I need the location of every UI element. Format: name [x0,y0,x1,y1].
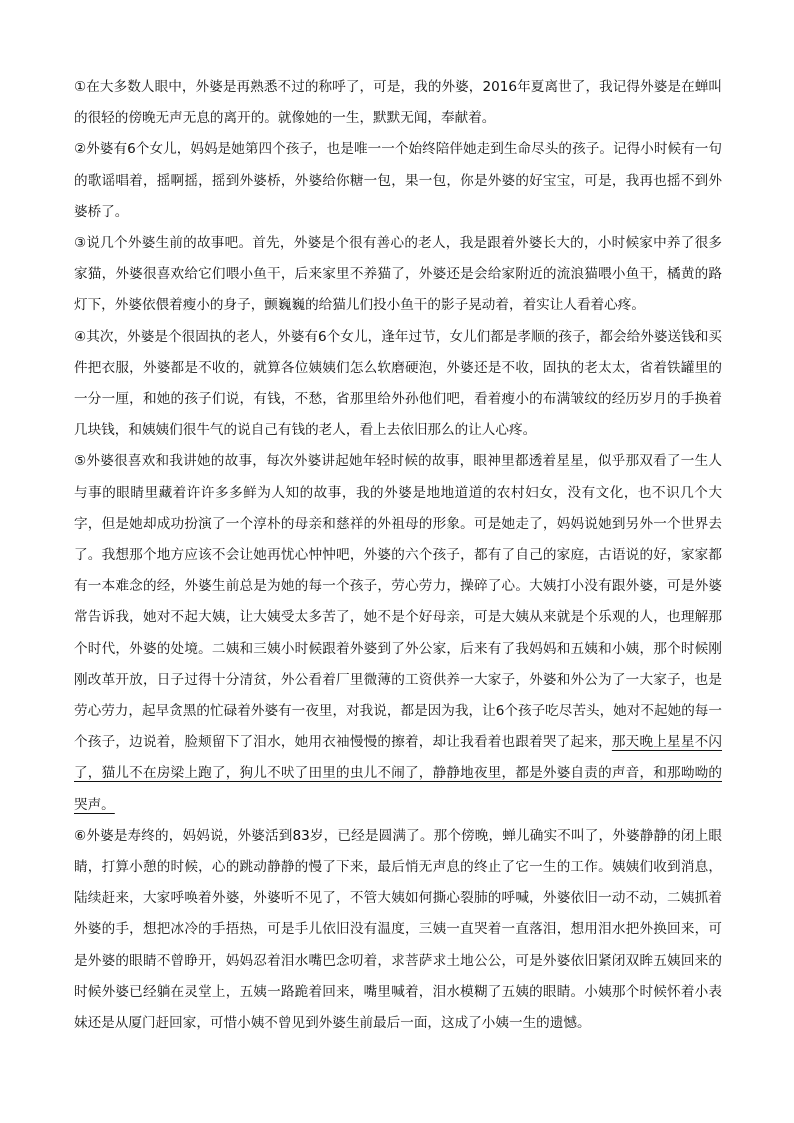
paragraph-3-text: ③说几个外婆生前的故事吧。首先，外婆是个很有善心的老人，我是跟着外婆长大的，小时候家中养了很多家猫，外婆很喜欢给它们喂小鱼干，后来家里不养猫了，外婆还是会给家附近的流浪猫喂小鱼干，橘黄的路灯下，外婆依偎着瘦小的身子，颤巍巍的给猫儿们投小鱼干的影子晃动着，着实让人看着心疼。 [74,235,722,314]
paragraph-5-text: ⑤外婆很喜欢和我讲她的故事，每次外婆讲起她年轻时候的故事，眼神里都透着星星，似乎那双看了一生人与事的眼睛里藏着许许多多鲜为人知的故事，我的外婆是地地道道的农村妇女，没有文化，也不识几个大字，但是她却成功扮演了一个淳朴的母亲和慈祥的外祖母的形象。可是她走了，妈妈说她到另外一个世界去了。我想那个地方应该不会让她再忧心忡忡吧，外婆的六个孩子，都有了自己的家庭，古语说的好，家家都有一本难念的经，外婆生前总是为她的每一个孩子，劳心劳力，操碎了心。大姨打小没有跟外婆，可是外婆常告诉我，她对不起大姨，让大姨受太多苦了，她不是个好母亲，可是大姨从来就是个乐观的人，也理解那个时代，外婆的处境。二姨和三姨小时候跟着外婆到了外公家，后来有了我妈妈和五姨和小姨，那个时候刚刚改革开放，日子过得十分清贫，外公看着厂里微薄的工资供养一大家子，外婆和外公为了一大家子，也是劳心劳力，起早贪黑的忙碌着外婆有一夜里，对我说，都是因为我，让6个孩子吃尽苦头，她对不起她的每一个孩子，边说着，脸颊留下了泪水，她用衣袖慢慢的擦着，却让我看着也跟着哭了起来， [74,453,722,751]
paragraph-4 [74,322,722,447]
paragraph-6 [74,821,722,1039]
paragraph-1-text: ①在大多数人眼中，外婆是再熟悉不过的称呼了，可是，我的外婆，2016年夏离世了，我记得外婆是在蝉叫的很轻的傍晚无声无息的离开的。就像她的一生，默默无闻，奉献着。 [74,79,722,127]
paragraph-5 [74,446,722,820]
paragraph-6-text: ⑥外婆是寿终的，妈妈说，外婆活到83岁，已经是圆满了。那个傍晚，蝉儿确实不叫了，外婆静静的闭上眼睛，打算小憩的时候，心的跳动静静的慢了下来，最后悄无声息的终止了它一生的工作。姨姨们收到消息，陆续赶来，大家呼唤着外婆，外婆听不见了，不管大姨如何撕心裂肺的呼喊，外婆依旧一动不动，二姨抓着外婆的手，想把冰冷的手捂热，可是手儿依旧没有温度，三姨一直哭着一直落泪，想用泪水把外换回来，可是外婆的眼睛不曾睁开，妈妈忍着泪水嘴巴念叨着，求菩萨求土地公公，可是外婆依旧紧闭双眸五姨回来的时候外婆已经躺在灵堂上，五姨一路跪着回来，嘴里喊着，泪水模糊了五姨的眼睛。小姨那个时候怀着小表妹还是从厦门赶回家，可惜小姨不曾见到外婆生前最后一面，这成了小姨一生的遗憾。 [74,827,722,1032]
paragraph-3 [74,228,722,322]
document-page [74,72,722,1039]
paragraph-4-text: ④其次，外婆是个很固执的老人，外婆有6个女儿，逢年过节，女儿们都是孝顺的孩子，都会给外婆送钱和买件把衣服，外婆都是不收的，就算各位姨姨们怎么软磨硬泡，外婆还是不收，固执的老太太，省着铁罐里的一分一厘，和她的孩子们说，有钱，不愁，省那里给外孙他们吧，看着瘦小的布满皱纹的经历岁月的手换着几块钱，和姨姨们很牛气的说自己有钱的老人，看上去依旧那么的让人心疼。 [74,328,722,439]
paragraph-1 [74,72,722,134]
underlined-sentence: 那天晚上星星不闪了，猫儿不在房梁上跑了，狗儿不吠了田里的虫儿不闹了，静静地夜里，都是外婆自责的声音，和那呦呦的哭声。 [74,734,723,813]
paragraph-2 [74,134,722,228]
paragraph-2-text: ②外婆有6个女儿，妈妈是她第四个孩子，也是唯一一个始终陪伴她走到生命尽头的孩子。记得小时候有一句的歌谣唱着，摇啊摇，摇到外婆桥，外婆给你糖一包，果一包，你是外婆的好宝宝，可是，我再也摇不到外婆桥了。 [74,141,722,220]
